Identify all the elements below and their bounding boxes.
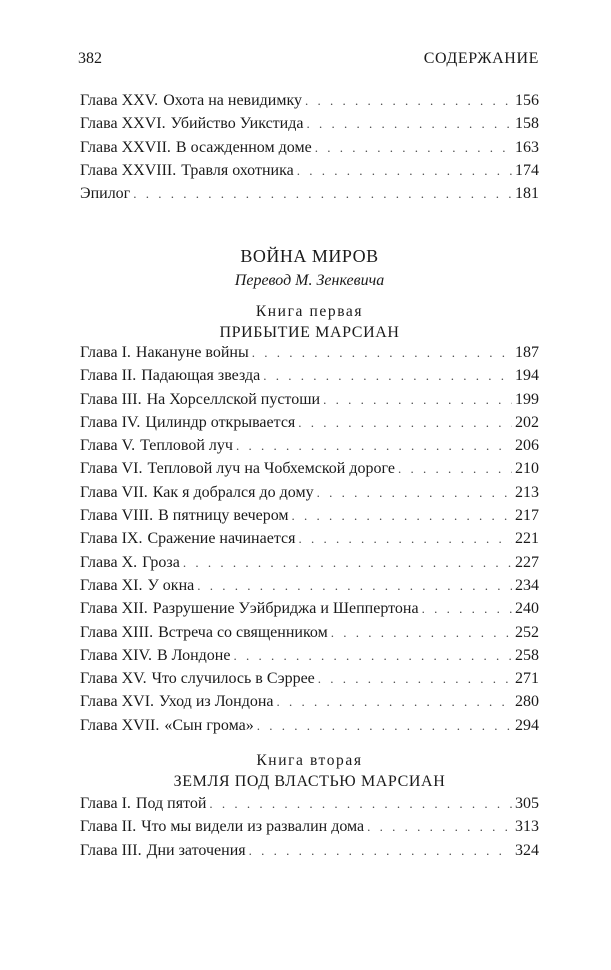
toc-page-number: 163 <box>515 138 539 156</box>
toc-entry <box>80 162 539 185</box>
translator-credit: Перевод М. Зенкевича <box>234 272 385 289</box>
toc-chapter-title: На Хорселлской пустоши <box>146 390 321 408</box>
toc-leader-dots <box>298 415 512 431</box>
toc-chapter-title: Уход из Лондона <box>159 693 274 711</box>
toc-chapter-title: Цилиндр открывается <box>145 413 296 431</box>
toc-chapter-number: Глава II. <box>80 818 137 836</box>
toc-chapter-number: Глава I. <box>80 344 131 361</box>
toc-chapter-title: Тепловой луч на Чобхемской дороге <box>147 460 395 478</box>
toc-entry <box>80 717 539 740</box>
toc-leader-dots <box>133 186 512 202</box>
toc-chapter-title: Как я добрался до дому <box>152 483 314 501</box>
toc-entry-label <box>80 92 302 110</box>
toc-entry <box>80 185 539 208</box>
toc-entry-label <box>80 185 130 203</box>
toc-page-number: 174 <box>515 161 539 179</box>
toc-chapter-number: Глава VII. <box>80 483 148 501</box>
toc-entry-label <box>80 437 233 455</box>
toc-entry <box>80 139 539 162</box>
toc-entry-label <box>80 115 303 133</box>
toc-chapter-number: Глава XI. <box>80 576 143 594</box>
book-one-label: Книга первая <box>255 303 364 320</box>
toc-chapter-number: Глава VIII. <box>80 507 154 525</box>
toc-entry <box>80 624 539 647</box>
toc-entry-label <box>80 670 315 688</box>
toc-chapter-number: Глава XVI. <box>80 693 155 711</box>
toc-entry <box>80 484 539 507</box>
toc-entry <box>80 367 539 390</box>
toc-page-number: 280 <box>515 693 539 711</box>
toc-leader-dots <box>297 163 512 179</box>
toc-chapter-number: Глава XXV. <box>80 92 159 109</box>
toc-page-number: 294 <box>515 716 539 734</box>
toc-entry <box>80 437 539 460</box>
toc-entry-label <box>80 460 395 478</box>
toc-leader-dots <box>209 796 512 812</box>
toc-chapter-number: Глава X. <box>80 553 138 571</box>
toc-chapter-title: В осажденном доме <box>175 138 312 156</box>
toc-page-number: 210 <box>515 460 539 478</box>
toc-chapter-title: В пятницу вечером <box>158 507 289 525</box>
toc-chapter-number: Глава XIV. <box>80 646 152 664</box>
toc-page-number: 313 <box>515 818 539 836</box>
toc-chapter-title: Травля охотника <box>181 161 294 179</box>
toc-page-number: 271 <box>515 670 539 688</box>
book-two-label: Книга вторая <box>256 752 363 769</box>
toc-chapter-number: Глава II. <box>80 367 137 385</box>
toc-entry <box>80 391 539 414</box>
toc-entry-label <box>80 600 419 618</box>
toc-chapter-title: Гроза <box>142 553 180 571</box>
toc-entry-label <box>80 647 230 665</box>
toc-chapter-title: Под пятой <box>135 795 207 812</box>
toc-entry <box>80 414 539 437</box>
toc-leader-dots <box>233 648 512 664</box>
toc-entry-label <box>80 577 194 595</box>
toc-page-number: 199 <box>515 390 539 408</box>
toc-leader-dots <box>305 93 512 109</box>
toc-entry <box>80 344 539 367</box>
toc-leader-dots <box>249 843 512 859</box>
toc-chapter-number: Глава III. <box>80 390 142 408</box>
toc-chapter-number: Глава V. <box>80 437 136 455</box>
toc-chapter-number: Глава IV. <box>80 413 141 431</box>
toc-chapter-title: Сражение начинается <box>147 530 296 548</box>
toc-entry-label <box>80 344 249 362</box>
toc-chapter-title: «Сын грома» <box>164 716 254 734</box>
toc-chapter-title: Разрушение Уэйбриджа и Шеппертона <box>152 600 419 618</box>
toc-page-number: 194 <box>515 367 539 385</box>
toc-leader-dots <box>236 438 512 454</box>
toc-page-number: 206 <box>515 437 539 455</box>
toc-page-number: 221 <box>515 530 539 548</box>
toc-page-number: 305 <box>515 795 539 812</box>
toc-chapter-number: Глава VI. <box>80 460 143 478</box>
toc-page-number: 202 <box>515 413 539 431</box>
toc-leader-dots <box>317 485 512 501</box>
toc-chapter-title: Что мы видели из развалин дома <box>141 818 365 836</box>
work-title: ВОЙНА МИРОВ <box>240 246 379 266</box>
toc-entry-label <box>80 484 314 502</box>
toc-entry <box>80 647 539 670</box>
toc-leader-dots <box>306 116 512 132</box>
toc-chapter-number: Глава XXVIII. <box>80 161 177 179</box>
toc-chapter-title: Тепловой луч <box>140 437 233 455</box>
book-one-title: ПРИБЫТИЕ МАРСИАН <box>219 324 400 341</box>
toc-page-number: 258 <box>515 646 539 664</box>
toc-leader-dots <box>422 601 512 617</box>
toc-entry-label <box>80 162 294 180</box>
toc-chapter-number: Глава IX. <box>80 530 143 548</box>
toc-page-number: 158 <box>515 115 539 133</box>
toc-entry <box>80 554 539 577</box>
toc-chapter-title: Убийство Уикстида <box>170 115 304 133</box>
toc-entry <box>80 795 539 818</box>
toc-section-book-two <box>80 795 539 865</box>
toc-entry <box>80 115 539 138</box>
toc-entry <box>80 92 539 115</box>
toc-entry <box>80 600 539 623</box>
toc-leader-dots <box>183 555 512 571</box>
toc-leader-dots <box>298 531 512 547</box>
toc-entry-label <box>80 367 260 385</box>
toc-entry-label <box>80 818 364 836</box>
toc-leader-dots <box>367 819 512 835</box>
toc-entry-label <box>80 139 312 157</box>
running-title: СОДЕРЖАНИЕ <box>423 50 539 67</box>
toc-page-number: 213 <box>515 483 539 501</box>
toc-chapter-number: Глава XII. <box>80 600 148 618</box>
toc-section-previous <box>80 92 539 208</box>
toc-chapter-title: Дни заточения <box>146 841 246 859</box>
toc-entry-label <box>80 624 328 642</box>
page-number: 382 <box>78 50 102 67</box>
toc-leader-dots <box>318 671 512 687</box>
toc-page-number: 156 <box>515 92 539 109</box>
toc-entry <box>80 460 539 483</box>
toc-chapter-title: В Лондоне <box>156 646 231 664</box>
toc-page-number: 227 <box>515 553 539 571</box>
toc-entry-label <box>80 507 289 525</box>
toc-chapter-title: У окна <box>147 576 195 594</box>
toc-entry-label <box>80 554 180 572</box>
toc-chapter-number: Глава XVII. <box>80 716 160 734</box>
toc-leader-dots <box>252 345 512 361</box>
toc-entry <box>80 530 539 553</box>
book-two-title: ЗЕМЛЯ ПОД ВЛАСТЬЮ МАРСИАН <box>173 773 446 790</box>
toc-chapter-number: Глава XV. <box>80 670 147 688</box>
toc-leader-dots <box>263 368 512 384</box>
toc-leader-dots <box>257 718 512 734</box>
toc-page-number: 217 <box>515 507 539 525</box>
toc-leader-dots <box>277 694 512 710</box>
toc-entry-label <box>80 414 295 432</box>
toc-leader-dots <box>197 578 512 594</box>
toc-entry-label <box>80 391 320 409</box>
toc-chapter-title: Что случилось в Сэррее <box>151 670 315 688</box>
toc-chapter-number: Глава XXVII. <box>80 138 171 156</box>
toc-entry-label <box>80 842 246 860</box>
toc-leader-dots <box>323 392 512 408</box>
toc-leader-dots <box>398 461 512 477</box>
toc-page-number: 187 <box>515 344 539 361</box>
toc-chapter-number: Глава XIII. <box>80 623 154 641</box>
toc-entry <box>80 693 539 716</box>
toc-page-number: 240 <box>515 600 539 618</box>
toc-entry <box>80 842 539 865</box>
toc-page-number: 252 <box>515 623 539 641</box>
toc-page-number: 181 <box>515 185 539 203</box>
toc-entry-label <box>80 530 295 548</box>
toc-chapter-number: Эпилог <box>80 185 131 203</box>
toc-entry-label <box>80 717 254 735</box>
toc-page-number: 324 <box>515 841 539 859</box>
toc-chapter-title: Накануне войны <box>135 344 249 361</box>
page-header <box>78 50 539 74</box>
toc-leader-dots <box>292 508 512 524</box>
toc-leader-dots <box>315 140 512 156</box>
toc-entry <box>80 818 539 841</box>
toc-chapter-title: Встреча со священником <box>158 623 328 641</box>
toc-chapter-title: Падающая звезда <box>141 367 261 385</box>
toc-entry <box>80 577 539 600</box>
toc-entry <box>80 670 539 693</box>
toc-chapter-number: Глава XXVI. <box>80 115 166 133</box>
toc-page-number: 234 <box>515 576 539 594</box>
toc-chapter-title: Охота на невидимку <box>163 92 303 109</box>
toc-chapter-number: Глава III. <box>80 841 142 859</box>
toc-entry-label <box>80 795 206 813</box>
toc-chapter-number: Глава I. <box>80 795 131 812</box>
toc-entry-label <box>80 693 274 711</box>
toc-entry <box>80 507 539 530</box>
toc-section-book-one <box>80 344 539 740</box>
toc-leader-dots <box>331 625 512 641</box>
